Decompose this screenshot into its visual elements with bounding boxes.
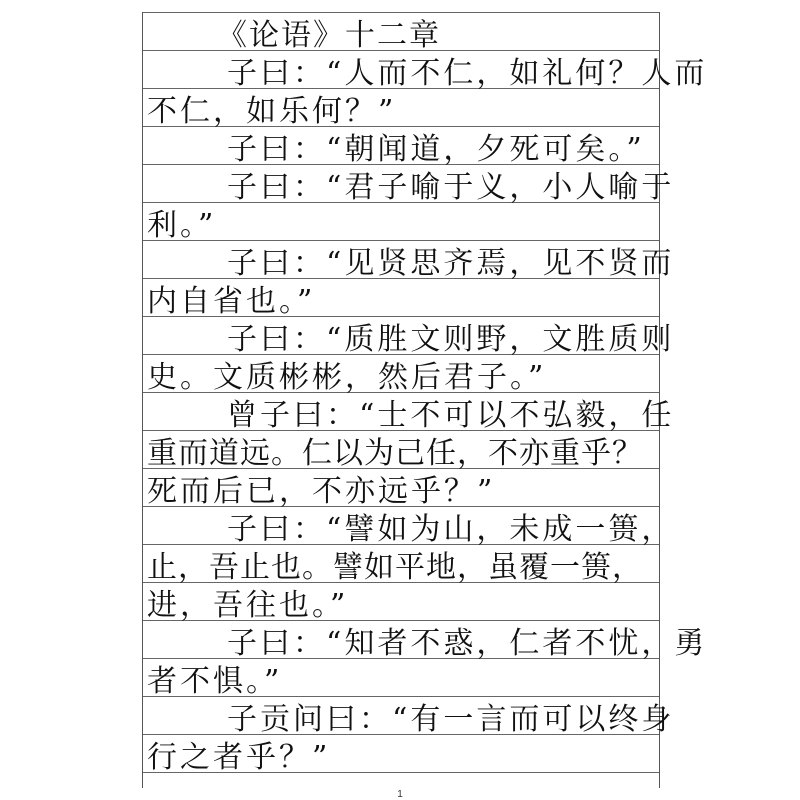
text-line: 子曰：“君子喻于义，小人喻于: [227, 170, 675, 205]
text-line: 利。”: [147, 208, 217, 243]
text-line: 止，吾止也。譬如平地，虽覆一篑，: [147, 550, 643, 585]
text-line: 者不惧。”: [147, 664, 283, 699]
text-line: 不仁，如乐何？”: [147, 94, 397, 129]
text-line: 子曰：“知者不惑，仁者不忧，勇: [227, 626, 708, 661]
text-line: 子曰：“譬如为山，未成一篑，: [227, 512, 675, 547]
text-line: 进，吾往也。”: [147, 588, 349, 623]
text-line: 史。文质彬彬，然后君子。”: [147, 360, 547, 395]
text-line: 子曰：“朝闻道，夕死可矣。”: [227, 132, 645, 167]
text-line: 行之者乎？”: [147, 740, 331, 775]
text-line: 死而后已，不亦远乎？”: [147, 474, 496, 509]
text-line: 曾子曰：“士不可以不弘毅，任: [227, 398, 675, 433]
text-line: 重而道远。仁以为己任，不亦重乎？: [147, 436, 643, 471]
chapter-title: 《论语》十二章: [217, 18, 441, 53]
text-line: 内自省也。”: [147, 284, 316, 319]
text-line: 子曰：“人而不仁，如礼何？人而: [227, 56, 708, 91]
text-line: 子曰：“质胜文则野，文胜质则: [227, 322, 675, 357]
text-line: 子贡问曰：“有一言而可以终身: [227, 702, 675, 737]
page-number: 1: [397, 789, 403, 800]
text-line: 子曰：“见贤思齐焉，见不贤而: [227, 246, 675, 281]
copybook-page: [142, 12, 708, 788]
